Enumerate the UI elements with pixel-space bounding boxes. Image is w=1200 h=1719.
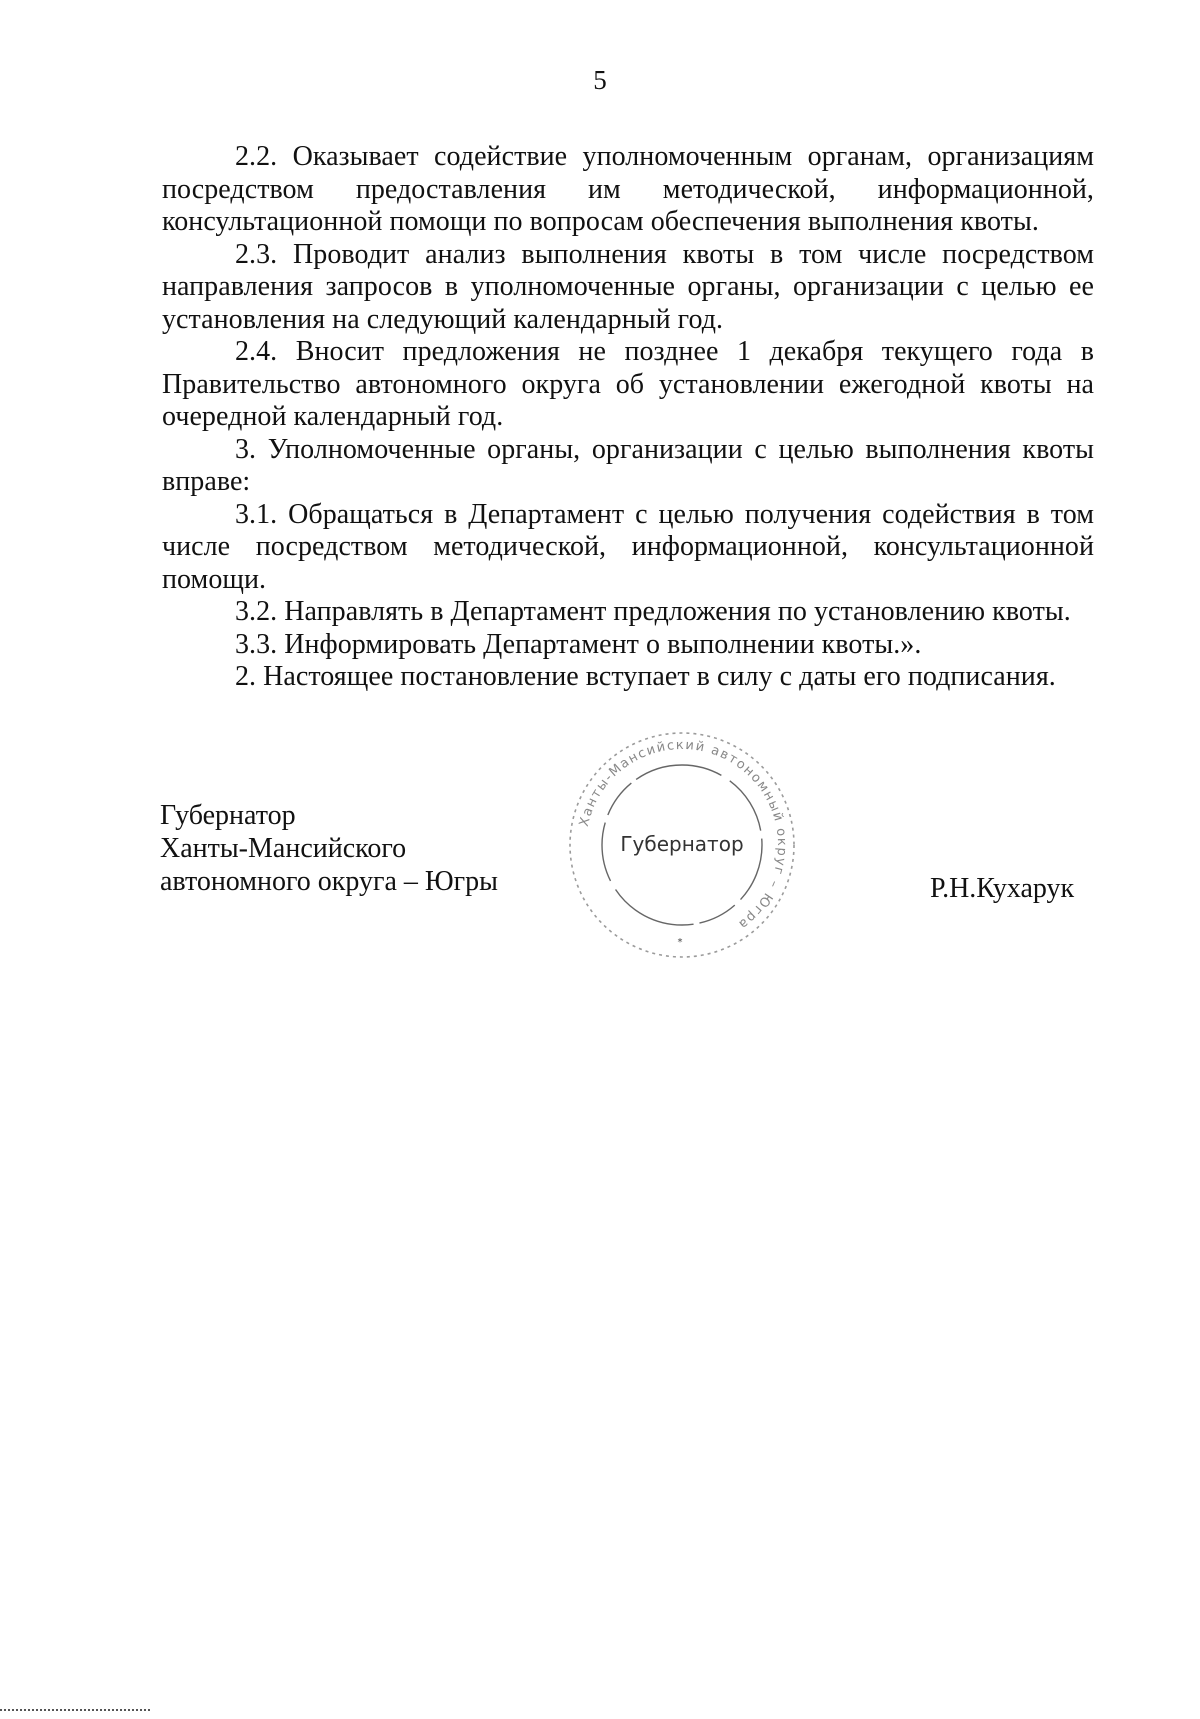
page-number: 5 (593, 65, 607, 95)
position-line-1: Губернатор (160, 800, 296, 831)
position-line-3: автономного округа – Югры (160, 866, 498, 897)
seal-center-text: Губернатор (620, 832, 744, 856)
seal-ring-text: Ханты-Мансийский автономный округ – Югра (576, 737, 790, 933)
paragraph-3-3: 3.3. Информировать Департамент о выполнении квоты.». (235, 628, 922, 660)
document-body (162, 141, 1094, 694)
paragraph-2-3: 2.3. Проводит анализ выполнения квоты в том числе посредством направления запросов в уполномоченные органы, организации с целью ее установления на следующий календарный год. (162, 238, 1094, 335)
seal-star-icon: * (677, 937, 683, 948)
signer-name: Р.Н.Кухарук (930, 873, 1075, 904)
official-seal (562, 725, 802, 965)
scan-edge-mark (0, 1709, 150, 1711)
signatory-position (160, 799, 498, 898)
paragraph-2-4: 2.4. Вносит предложения не позднее 1 декабря текущего года в Правительство автономного округа об установлении ежегодной квоты на очередной календарный год. (162, 336, 1094, 432)
paragraph-3-2: 3.2. Направлять в Департамент предложения по установлению квоты. (235, 596, 1071, 627)
paragraph-3: 3. Уполномоченные органы, организации с целью выполнения квоты вправе: (162, 433, 1094, 497)
position-line-2: Ханты-Мансийского (160, 833, 407, 864)
paragraph-2-2: 2.2. Оказывает содействие уполномоченным органам, организациям посредством предоставления им методической, информационной, консультационной помощи по вопросам обеспечения выполнения квоты. (162, 141, 1094, 237)
paragraph-final: 2. Настоящее постановление вступает в силу с даты его подписания. (235, 661, 1056, 692)
seal-stamp-icon (562, 725, 802, 965)
paragraph-3-1: 3.1. Обращаться в Департамент с целью получения содействия в том числе посредством методической, информационной, консультационной помощи. (162, 498, 1094, 595)
